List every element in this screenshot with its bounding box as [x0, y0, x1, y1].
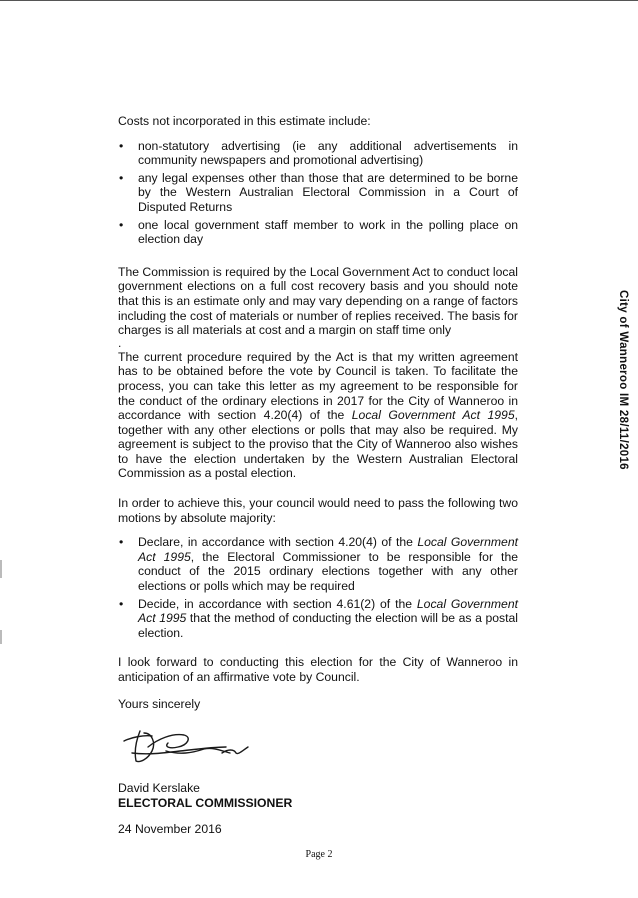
list-item: • Decide, in accordance with section 4.61(2) of the Local Government Act 1995 that the method of conducting the election will be as a postal election.: [119, 596, 518, 640]
bullet-icon: •: [119, 217, 124, 232]
signature-icon: [118, 717, 268, 779]
procedure-paragraph: The current procedure required by the Act is that my written agreement has to be obtained before the vote by Council is taken. To facilitate the process, you can take this letter as my agreement to be responsible for the conduct of the ordinary elections in 2017 for the City of Wanneroo in accordance with section 4.20(4) of the Local Government Act 1995, together with any other elections or polls that may also be required. My agreement is subject to the proviso that the City of Wanneroo also wishes to have the election undertaken by the Western Australian Electoral Commission as a postal election.: [118, 349, 518, 481]
top-border-line: [0, 0, 638, 1]
signatory-title: ELECTORAL COMMISSIONER: [118, 795, 293, 810]
sign-off: Yours sincerely: [118, 696, 201, 711]
cost-recovery-paragraph: The Commission is required by the Local Government Act to conduct local government elections on a full cost recovery basis and you should note that this is an estimate only and may vary depending on a range of factors including the cost of materials or number of replies received. The basis for charges is all materials at cost and a margin on staff time only: [118, 264, 518, 338]
cost-exclusions-list: [118, 139, 518, 247]
letter-date: 24 November 2016: [118, 822, 222, 837]
bullet-icon: •: [119, 535, 124, 550]
stray-mark: .: [118, 335, 122, 350]
list-item: • one local government staff member to work in the polling place on election day: [119, 217, 518, 247]
page-number: Page 2: [305, 849, 333, 860]
scan-edge-mark: [0, 630, 2, 644]
letter-body: [118, 114, 518, 837]
scan-edge-mark: [0, 560, 2, 578]
handwritten-signature: [118, 717, 268, 779]
act-title: Local Government Act 1995: [138, 596, 518, 626]
received-stamp: City of Wanneroo IM 28/11/2016: [617, 290, 629, 470]
motions-list: [118, 535, 518, 640]
bullet-icon: •: [119, 138, 124, 153]
act-title: Local Government Act 1995: [351, 408, 515, 423]
act-title: Local Government Act 1995: [138, 535, 518, 564]
list-item: • Declare, in accordance with section 4.20(4) of the Local Government Act 1995, the Electoral Commissioner to be responsible for the conduct of the 2015 ordinary elections together with any other elections or polls which may be required: [119, 535, 519, 594]
signatory-name: David Kerslake: [118, 781, 200, 796]
bullet-icon: •: [119, 170, 124, 185]
list-item: • non-statutory advertising (ie any additional advertisements in community newspapers and promotional advertising): [119, 138, 518, 168]
list-item: • any legal expenses other than those that are determined to be borne by the Western Australian Electoral Commission in a Court of Disputed Returns: [119, 170, 518, 214]
closing-paragraph: I look forward to conducting this election for the City of Wanneroo in anticipation of an affirmative vote by Council.: [118, 655, 518, 684]
intro-text: Costs not incorporated in this estimate include:: [118, 114, 371, 128]
bullet-icon: •: [119, 596, 124, 611]
motions-intro-paragraph: In order to achieve this, your council would need to pass the following two motions by absolute majority:: [118, 496, 518, 525]
